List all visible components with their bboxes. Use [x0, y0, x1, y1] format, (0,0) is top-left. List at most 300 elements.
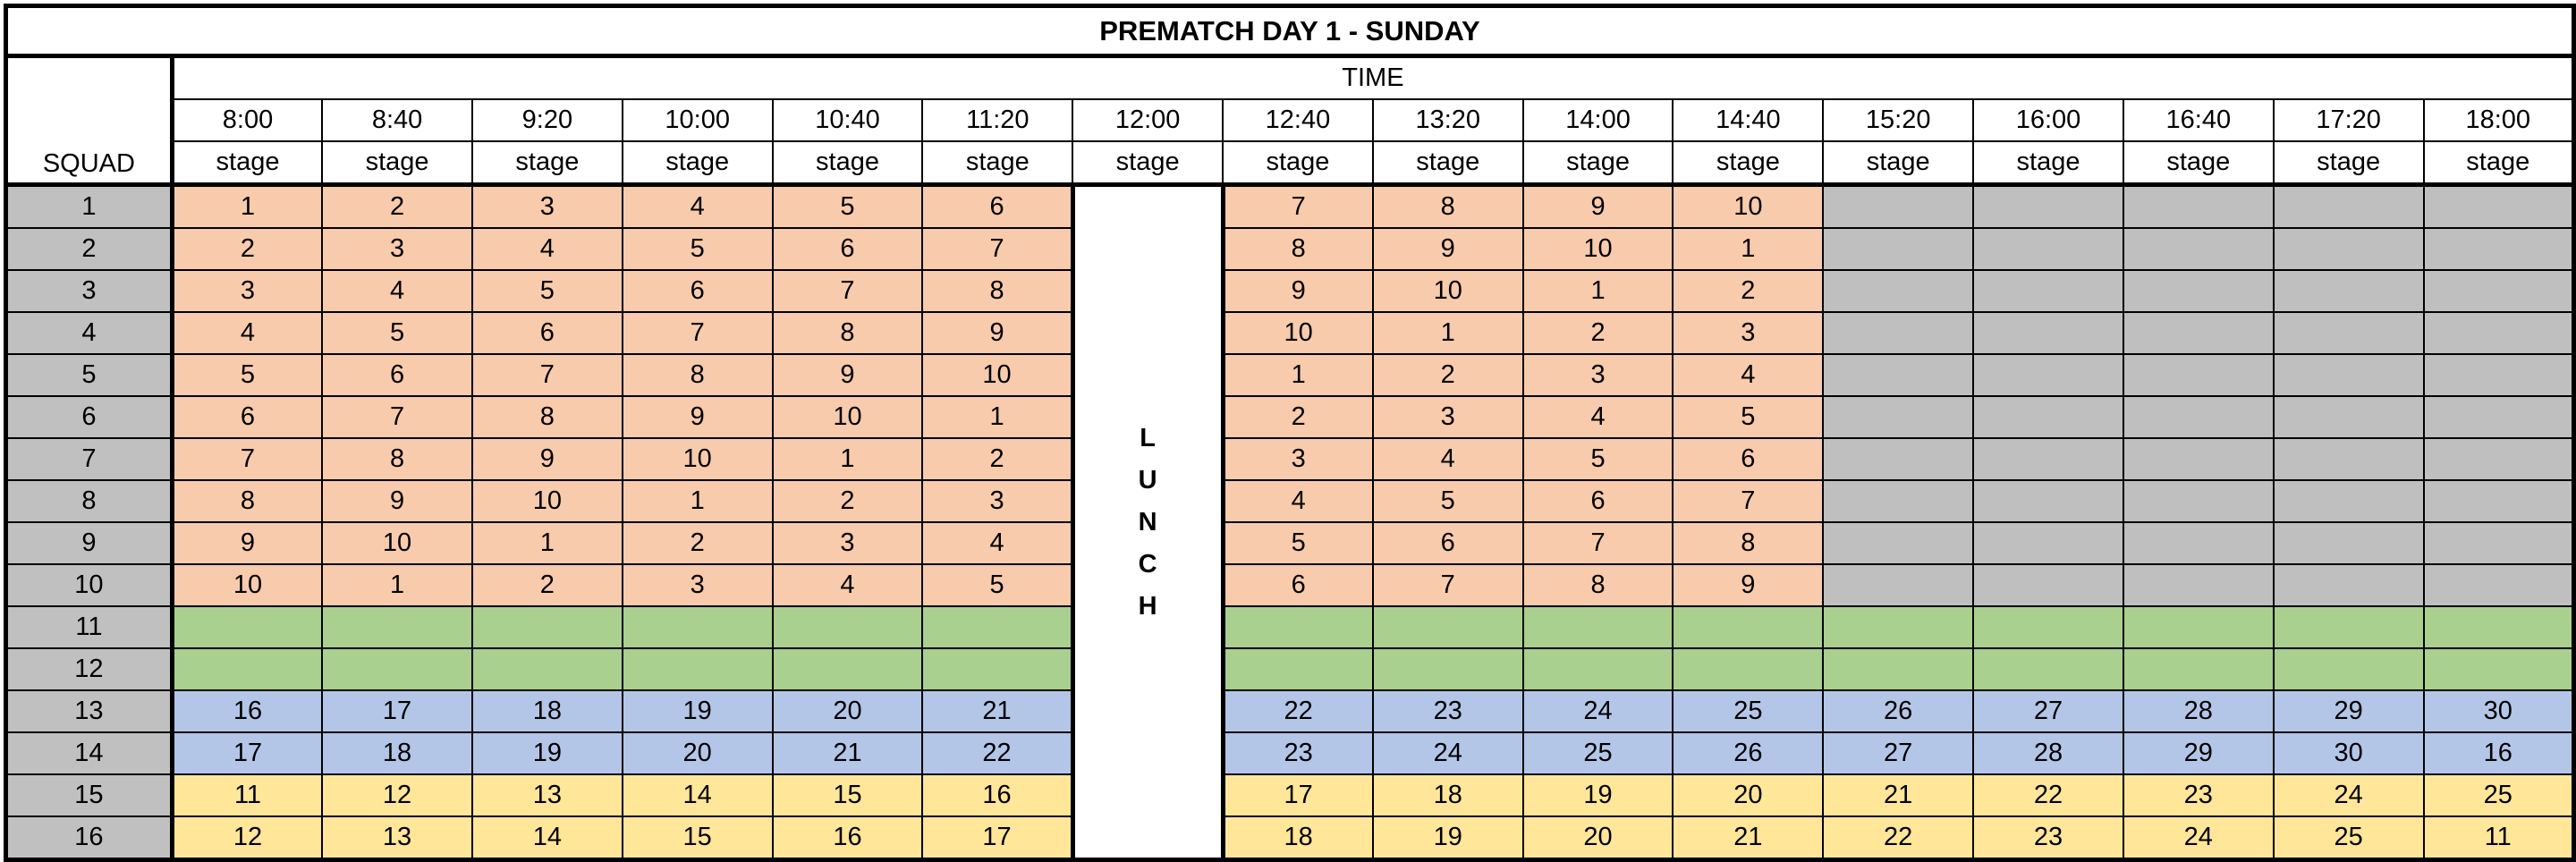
stage-assignment-cell: 4 [1373, 438, 1523, 480]
stage-assignment-cell: 2 [1373, 354, 1523, 396]
stage-assignment-cell [1973, 396, 2123, 438]
stage-assignment-cell: 2 [922, 438, 1072, 480]
stage-assignment-cell: 27 [1973, 690, 2123, 732]
stage-assignment-cell: 10 [1523, 228, 1674, 270]
stage-assignment-cell [2424, 270, 2574, 312]
stage-assignment-cell [2274, 312, 2424, 354]
stage-assignment-cell: 1 [1373, 312, 1523, 354]
stage-assignment-cell: 13 [472, 774, 623, 816]
stage-assignment-cell [2274, 185, 2424, 229]
stage-assignment-cell [2274, 270, 2424, 312]
table-row [6, 816, 2574, 860]
squad-number: 14 [6, 732, 173, 774]
table-row [6, 690, 2574, 732]
stage-assignment-cell [922, 648, 1072, 690]
stage-assignment-cell [2123, 396, 2274, 438]
stage-assignment-cell: 28 [2123, 690, 2274, 732]
stage-assignment-cell: 13 [322, 816, 472, 860]
stage-assignment-cell: 11 [2424, 816, 2574, 860]
stage-assignment-cell: 14 [472, 816, 623, 860]
stage-assignment-cell: 10 [1673, 185, 1823, 229]
stage-assignment-cell: 20 [1673, 774, 1823, 816]
stage-assignment-cell: 28 [1973, 732, 2123, 774]
stage-assignment-cell: 6 [172, 396, 322, 438]
stage-assignment-cell: 7 [1523, 522, 1674, 564]
stage-assignment-cell: 3 [1523, 354, 1674, 396]
stage-assignment-cell [1223, 648, 1373, 690]
stage-label: stage [773, 141, 923, 185]
stage-assignment-cell: 10 [922, 354, 1072, 396]
stage-assignment-cell: 16 [172, 690, 322, 732]
stage-assignment-cell: 6 [1673, 438, 1823, 480]
stage-assignment-cell: 2 [322, 185, 472, 229]
stage-assignment-cell [2274, 396, 2424, 438]
stage-assignment-cell: 4 [472, 228, 623, 270]
stage-assignment-cell: 19 [1373, 816, 1523, 860]
table-row [6, 228, 2574, 270]
stage-assignment-cell: 19 [472, 732, 623, 774]
stage-assignment-cell [1973, 606, 2123, 648]
stage-assignment-cell: 5 [472, 270, 623, 312]
stage-assignment-cell [2123, 606, 2274, 648]
stage-assignment-cell: 10 [623, 438, 773, 480]
stage-assignment-cell: 3 [172, 270, 322, 312]
stage-assignment-cell: 6 [1223, 564, 1373, 606]
stage-assignment-cell: 9 [922, 312, 1072, 354]
squad-number: 15 [6, 774, 173, 816]
stage-assignment-cell: 16 [922, 774, 1072, 816]
stage-assignment-cell: 21 [773, 732, 923, 774]
stage-assignment-cell: 21 [922, 690, 1072, 732]
squad-number: 9 [6, 522, 173, 564]
lunch-break-cell [1072, 185, 1223, 860]
stage-assignment-cell: 6 [773, 228, 923, 270]
time-slot-header: 15:20 [1823, 99, 1973, 141]
stage-assignment-cell: 17 [322, 690, 472, 732]
stage-assignment-cell: 4 [922, 522, 1072, 564]
stage-assignment-cell [773, 648, 923, 690]
stage-assignment-cell: 30 [2274, 732, 2424, 774]
stage-assignment-cell [2274, 564, 2424, 606]
squad-number: 1 [6, 185, 173, 229]
stage-assignment-cell [2123, 480, 2274, 522]
stage-assignment-cell: 17 [922, 816, 1072, 860]
stage-assignment-cell [1823, 564, 1973, 606]
lunch-letter: L [1140, 423, 1156, 452]
stage-assignment-cell [2123, 564, 2274, 606]
stage-assignment-cell: 8 [1373, 185, 1523, 229]
stage-assignment-cell: 22 [1223, 690, 1373, 732]
stage-assignment-cell: 18 [1373, 774, 1523, 816]
stage-assignment-cell: 17 [1223, 774, 1373, 816]
table-row [6, 312, 2574, 354]
stage-label: stage [1373, 141, 1523, 185]
stage-assignment-cell: 9 [773, 354, 923, 396]
stage-assignment-cell: 6 [623, 270, 773, 312]
time-slot-header: 12:40 [1223, 99, 1373, 141]
squad-number: 6 [6, 396, 173, 438]
stage-assignment-cell: 10 [1223, 312, 1373, 354]
stage-assignment-cell [1523, 606, 1674, 648]
table-row [6, 354, 2574, 396]
stage-assignment-cell [1823, 606, 1973, 648]
stage-assignment-cell: 5 [773, 185, 923, 229]
stage-assignment-cell: 7 [1673, 480, 1823, 522]
stage-assignment-cell [1673, 648, 1823, 690]
stage-assignment-cell: 4 [1223, 480, 1373, 522]
stage-assignment-cell [2123, 438, 2274, 480]
stage-assignment-cell [1973, 270, 2123, 312]
stage-assignment-cell [2274, 606, 2424, 648]
stage-assignment-cell [2424, 480, 2574, 522]
stage-label: stage [172, 141, 322, 185]
stage-assignment-cell [1823, 312, 1973, 354]
stage-label: stage [2424, 141, 2574, 185]
lunch-letter: H [1138, 591, 1157, 621]
squad-number: 8 [6, 480, 173, 522]
stage-assignment-cell [1673, 606, 1823, 648]
stage-assignment-cell [2424, 396, 2574, 438]
stage-assignment-cell [1523, 648, 1674, 690]
stage-assignment-cell: 5 [1223, 522, 1373, 564]
stage-assignment-cell: 25 [1673, 690, 1823, 732]
stage-assignment-cell [472, 648, 623, 690]
time-slot-header: 13:20 [1373, 99, 1523, 141]
stage-assignment-cell: 29 [2274, 690, 2424, 732]
stage-assignment-cell: 24 [2123, 816, 2274, 860]
stage-assignment-cell: 9 [1373, 228, 1523, 270]
stage-label: stage [2123, 141, 2274, 185]
lunch-letter: U [1138, 465, 1157, 494]
stage-assignment-cell: 10 [172, 564, 322, 606]
squad-number: 13 [6, 690, 173, 732]
stage-assignment-cell [2123, 228, 2274, 270]
squad-number: 3 [6, 270, 173, 312]
stage-assignment-cell [322, 606, 472, 648]
squad-number: 11 [6, 606, 173, 648]
stage-assignment-cell: 3 [1223, 438, 1373, 480]
stage-assignment-cell: 23 [1223, 732, 1373, 774]
stage-assignment-cell: 24 [2274, 774, 2424, 816]
table-row [6, 522, 2574, 564]
stage-assignment-cell: 6 [1373, 522, 1523, 564]
stage-assignment-cell: 5 [1673, 396, 1823, 438]
stage-assignment-cell: 1 [1523, 270, 1674, 312]
stage-assignment-cell: 3 [1673, 312, 1823, 354]
stage-assignment-cell [2424, 354, 2574, 396]
stage-assignment-cell [2424, 648, 2574, 690]
stage-assignment-cell [2274, 228, 2424, 270]
stage-assignment-cell: 8 [472, 396, 623, 438]
stage-assignment-cell: 8 [922, 270, 1072, 312]
stage-assignment-cell [773, 606, 923, 648]
stage-label: stage [922, 141, 1072, 185]
stage-assignment-cell [2123, 354, 2274, 396]
time-slot-header: 12:00 [1072, 99, 1223, 141]
stage-assignment-cell: 2 [472, 564, 623, 606]
squad-number: 7 [6, 438, 173, 480]
stage-label: stage [1223, 141, 1373, 185]
stage-assignment-cell: 6 [1523, 480, 1674, 522]
stage-assignment-cell: 22 [1973, 774, 2123, 816]
stage-label: stage [623, 141, 773, 185]
stage-assignment-cell: 24 [1523, 690, 1674, 732]
stage-assignment-cell [1823, 648, 1973, 690]
time-slot-header: 9:20 [472, 99, 623, 141]
stage-assignment-cell [2424, 185, 2574, 229]
stage-assignment-cell [2424, 606, 2574, 648]
stage-assignment-cell [1973, 564, 2123, 606]
stage-assignment-cell: 7 [922, 228, 1072, 270]
stage-assignment-cell: 18 [472, 690, 623, 732]
stage-assignment-cell: 18 [322, 732, 472, 774]
squad-number: 12 [6, 648, 173, 690]
stage-assignment-cell: 15 [623, 816, 773, 860]
table-row [6, 564, 2574, 606]
squad-number: 10 [6, 564, 173, 606]
stage-assignment-cell: 27 [1823, 732, 1973, 774]
stage-assignment-cell: 2 [172, 228, 322, 270]
stage-label: stage [1673, 141, 1823, 185]
time-slot-header: 18:00 [2424, 99, 2574, 141]
stage-assignment-cell: 9 [322, 480, 472, 522]
stage-assignment-cell: 5 [1373, 480, 1523, 522]
stage-assignment-cell: 12 [322, 774, 472, 816]
stage-label: stage [1072, 141, 1223, 185]
stage-assignment-cell [1823, 480, 1973, 522]
stage-assignment-cell: 11 [172, 774, 322, 816]
stage-label: stage [1523, 141, 1674, 185]
squad-number: 5 [6, 354, 173, 396]
stage-assignment-cell [322, 648, 472, 690]
stage-assignment-cell [2123, 522, 2274, 564]
table-row [6, 185, 2574, 229]
stage-assignment-cell [623, 648, 773, 690]
stage-assignment-cell: 6 [922, 185, 1072, 229]
stage-assignment-cell: 1 [773, 438, 923, 480]
stage-assignment-cell: 6 [472, 312, 623, 354]
stage-assignment-cell: 5 [1523, 438, 1674, 480]
stage-assignment-cell [2123, 185, 2274, 229]
stage-assignment-cell: 5 [172, 354, 322, 396]
stage-assignment-cell: 9 [472, 438, 623, 480]
stage-assignment-cell: 22 [1823, 816, 1973, 860]
stage-assignment-cell: 7 [1373, 564, 1523, 606]
time-slot-header: 11:20 [922, 99, 1072, 141]
stage-assignment-cell: 4 [623, 185, 773, 229]
schedule-table [4, 4, 2576, 862]
stage-assignment-cell [472, 606, 623, 648]
stage-assignment-cell: 7 [472, 354, 623, 396]
stage-assignment-cell: 25 [1523, 732, 1674, 774]
stage-assignment-cell [1823, 185, 1973, 229]
stage-assignment-cell: 8 [172, 480, 322, 522]
table-row [6, 480, 2574, 522]
stage-assignment-cell [2274, 354, 2424, 396]
stage-assignment-cell: 12 [172, 816, 322, 860]
squad-column-header: SQUAD [6, 56, 173, 185]
stage-assignment-cell: 20 [773, 690, 923, 732]
stage-assignment-cell [1823, 396, 1973, 438]
stage-assignment-cell [1973, 648, 2123, 690]
stage-assignment-cell [2274, 480, 2424, 522]
stage-assignment-cell [2424, 228, 2574, 270]
stage-assignment-cell: 19 [623, 690, 773, 732]
table-row [6, 648, 2574, 690]
stage-assignment-cell [1973, 312, 2123, 354]
stage-assignment-cell: 17 [172, 732, 322, 774]
stage-assignment-cell: 7 [773, 270, 923, 312]
stage-assignment-cell [2274, 522, 2424, 564]
stage-assignment-cell: 2 [773, 480, 923, 522]
stage-assignment-cell [172, 648, 322, 690]
stage-assignment-cell: 8 [623, 354, 773, 396]
time-slot-header: 16:40 [2123, 99, 2274, 141]
stage-assignment-cell: 10 [1373, 270, 1523, 312]
time-slot-header: 8:00 [172, 99, 322, 141]
stage-assignment-cell: 7 [623, 312, 773, 354]
time-slot-header: 14:00 [1523, 99, 1674, 141]
stage-assignment-cell [2424, 564, 2574, 606]
stage-assignment-cell: 4 [1673, 354, 1823, 396]
stage-assignment-cell: 9 [172, 522, 322, 564]
stage-assignment-cell: 3 [623, 564, 773, 606]
stage-assignment-cell: 26 [1673, 732, 1823, 774]
stage-assignment-cell: 7 [322, 396, 472, 438]
stage-assignment-cell: 2 [1223, 396, 1373, 438]
stage-assignment-cell: 14 [623, 774, 773, 816]
table-row [6, 438, 2574, 480]
stage-assignment-cell: 4 [172, 312, 322, 354]
stage-assignment-cell: 3 [322, 228, 472, 270]
squad-number: 2 [6, 228, 173, 270]
stage-assignment-cell: 24 [1373, 732, 1523, 774]
squad-number: 4 [6, 312, 173, 354]
stage-label: stage [1823, 141, 1973, 185]
stage-assignment-cell: 4 [322, 270, 472, 312]
stage-assignment-cell: 19 [1523, 774, 1674, 816]
time-slot-header: 16:00 [1973, 99, 2123, 141]
stage-assignment-cell: 29 [2123, 732, 2274, 774]
stage-assignment-cell: 16 [773, 816, 923, 860]
stage-assignment-cell: 23 [1373, 690, 1523, 732]
stage-assignment-cell: 3 [922, 480, 1072, 522]
stage-assignment-cell: 22 [922, 732, 1072, 774]
stage-assignment-cell [1973, 522, 2123, 564]
stage-assignment-cell [623, 606, 773, 648]
stage-assignment-cell: 1 [472, 522, 623, 564]
table-row [6, 396, 2574, 438]
stage-assignment-cell: 10 [322, 522, 472, 564]
stage-assignment-cell: 1 [922, 396, 1072, 438]
table-row [6, 270, 2574, 312]
stage-assignment-cell: 1 [1223, 354, 1373, 396]
stage-assignment-cell: 7 [172, 438, 322, 480]
table-row [6, 732, 2574, 774]
stage-assignment-cell: 21 [1673, 816, 1823, 860]
stage-assignment-cell: 1 [623, 480, 773, 522]
stage-assignment-cell: 3 [773, 522, 923, 564]
stage-assignment-cell: 15 [773, 774, 923, 816]
stage-assignment-cell [1973, 354, 2123, 396]
stage-assignment-cell [1823, 522, 1973, 564]
stage-assignment-cell: 5 [322, 312, 472, 354]
stage-assignment-cell [1973, 185, 2123, 229]
stage-assignment-cell: 3 [1373, 396, 1523, 438]
stage-assignment-cell [2123, 270, 2274, 312]
stage-assignment-cell: 30 [2424, 690, 2574, 732]
stage-assignment-cell: 8 [1523, 564, 1674, 606]
table-row [6, 774, 2574, 816]
time-slot-header: 10:00 [623, 99, 773, 141]
stage-assignment-cell: 25 [2424, 774, 2574, 816]
stage-assignment-cell: 21 [1823, 774, 1973, 816]
stage-assignment-cell [2274, 648, 2424, 690]
time-slot-header: 14:40 [1673, 99, 1823, 141]
stage-assignment-cell: 5 [623, 228, 773, 270]
stage-assignment-cell: 8 [773, 312, 923, 354]
stage-assignment-cell [1973, 480, 2123, 522]
stage-assignment-cell: 8 [1673, 522, 1823, 564]
stage-assignment-cell: 1 [172, 185, 322, 229]
table-row [6, 606, 2574, 648]
sheet-title: PREMATCH DAY 1 - SUNDAY [6, 6, 2574, 56]
stage-assignment-cell [1823, 270, 1973, 312]
stage-label: stage [2274, 141, 2424, 185]
stage-assignment-cell [1373, 606, 1523, 648]
stage-assignment-cell: 8 [1223, 228, 1373, 270]
stage-assignment-cell: 10 [773, 396, 923, 438]
stage-assignment-cell: 9 [623, 396, 773, 438]
squad-number: 16 [6, 816, 173, 860]
stage-assignment-cell: 23 [1973, 816, 2123, 860]
stage-assignment-cell: 2 [1523, 312, 1674, 354]
stage-assignment-cell [922, 606, 1072, 648]
stage-assignment-cell: 23 [2123, 774, 2274, 816]
time-header: TIME [172, 56, 2573, 100]
stage-assignment-cell [1823, 438, 1973, 480]
stage-assignment-cell: 8 [322, 438, 472, 480]
stage-assignment-cell: 4 [1523, 396, 1674, 438]
stage-assignment-cell: 6 [322, 354, 472, 396]
stage-assignment-cell [2424, 522, 2574, 564]
stage-assignment-cell: 26 [1823, 690, 1973, 732]
stage-assignment-cell: 9 [1523, 185, 1674, 229]
stage-assignment-cell [1223, 606, 1373, 648]
stage-assignment-cell [172, 606, 322, 648]
lunch-letter: C [1138, 549, 1157, 579]
stage-assignment-cell [1973, 438, 2123, 480]
stage-label: stage [1973, 141, 2123, 185]
stage-assignment-cell [2424, 312, 2574, 354]
stage-assignment-cell: 20 [1523, 816, 1674, 860]
stage-assignment-cell: 4 [773, 564, 923, 606]
stage-assignment-cell: 1 [1673, 228, 1823, 270]
stage-label: stage [472, 141, 623, 185]
stage-assignment-cell [2424, 438, 2574, 480]
stage-assignment-cell [1823, 228, 1973, 270]
stage-assignment-cell [2274, 438, 2424, 480]
stage-assignment-cell: 1 [322, 564, 472, 606]
stage-assignment-cell [1973, 228, 2123, 270]
stage-assignment-cell [2123, 648, 2274, 690]
time-slot-header: 10:40 [773, 99, 923, 141]
stage-assignment-cell: 10 [472, 480, 623, 522]
stage-assignment-cell: 9 [1223, 270, 1373, 312]
stage-assignment-cell: 2 [623, 522, 773, 564]
stage-assignment-cell: 20 [623, 732, 773, 774]
stage-assignment-cell: 7 [1223, 185, 1373, 229]
